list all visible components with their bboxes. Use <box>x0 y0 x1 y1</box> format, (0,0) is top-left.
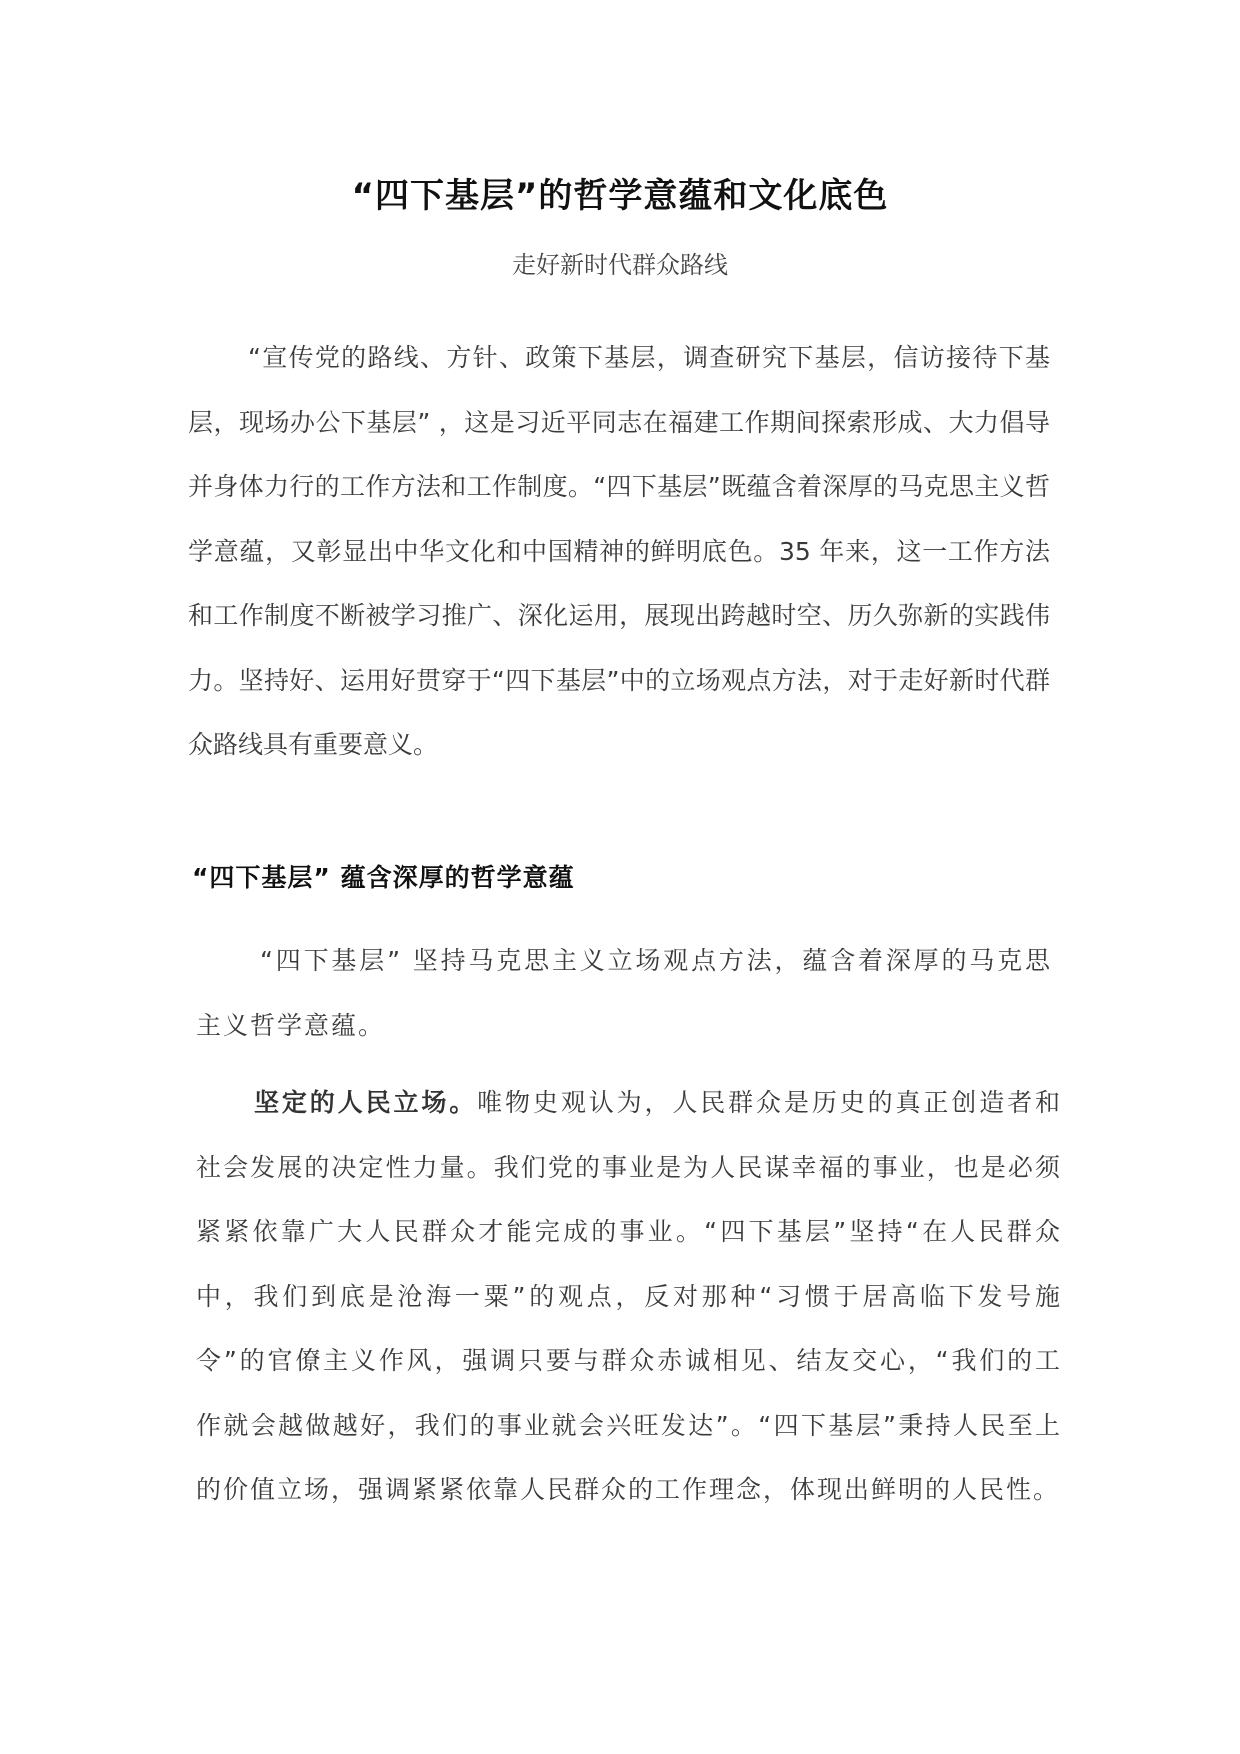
people-stance-paragraph <box>196 1071 1062 1523</box>
section-paragraph: “四下基层” 坚持马克思主义立场观点方法，蕴含着深厚的马克思主义哲学意蕴。 <box>196 946 1052 1040</box>
document-subtitle: 走好新时代群众路线 <box>512 251 728 279</box>
people-stance-body: 唯物史观认为，人民群众是历史的真正创造者和社会发展的决定性力量。我们党的事业是为人民谋幸福的事业，也是必须紧紧依靠广大人民群众才能完成的事业。“四下基层”坚持“在人民群众中，我们到底是沧海一粟”的观点，反对那种“习惯于居高临下发号施令”的官僚主义作风，强调只要与群众赤诚相见、结友交心，“我们的工作就会越做越好，我们的事业就会兴旺发达”。“四下基层”秉持人民至上的价值立场，强调紧紧依靠人民群众的工作理念，体现出鲜明的人民性。 <box>196 1088 1062 1504</box>
document-title: “四下基层”的哲学意蕴和文化底色 <box>351 176 889 216</box>
people-stance-lead: 坚定的人民立场。 <box>254 1088 478 1117</box>
section-heading: “四下基层” 蕴含深厚的哲学意蕴 <box>192 863 575 892</box>
intro-paragraph: “宣传党的路线、方针、政策下基层，调查研究下基层，信访接待下基层，现场办公下基层” ，这是习近平同志在福建工作期间探索形成、大力倡导并身体力行的工作方法和工作制度。“四下基层”既蕴含着深厚的马克思主义哲学意蕴，又彰显出中华文化和中国精神的鲜明底色。35 年来，这一工作方法和工作制度不断被学习推广、深化运用，展现出跨越时空、历久弥新的实践伟力。坚持好、运用好贯穿于“四下基层”中的立场观点方法，对于走好新时代群众路线具有重要意义。 <box>188 343 1050 759</box>
